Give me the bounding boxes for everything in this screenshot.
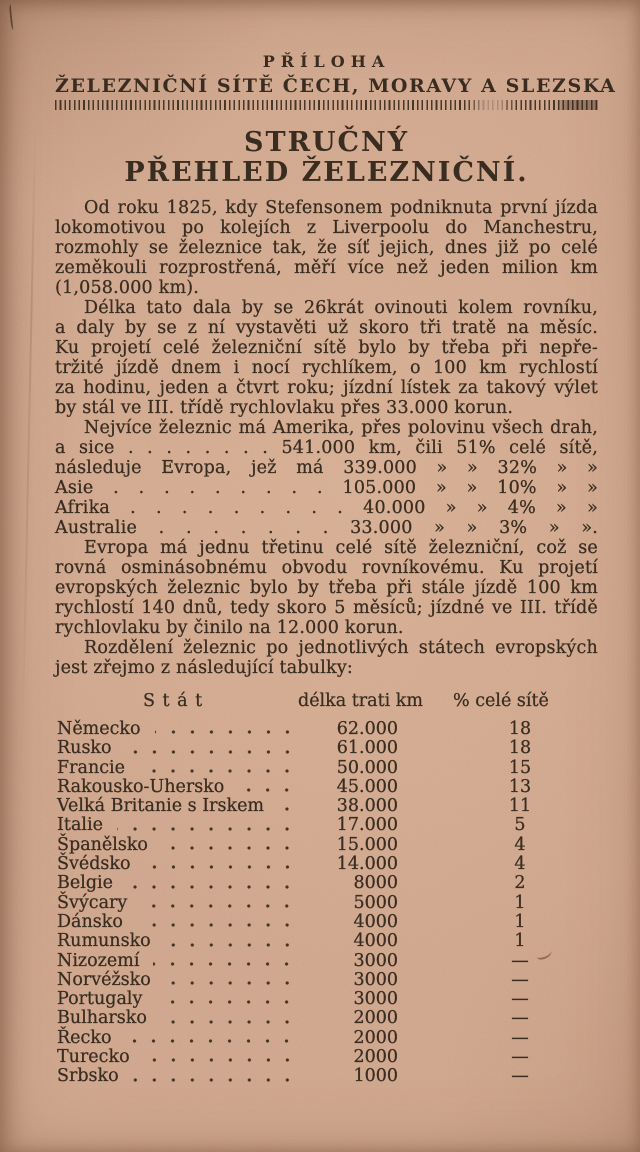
state-name: Rusko — [57, 738, 112, 759]
state-name: Srbsko — [57, 1066, 119, 1087]
state-name: Belgie — [57, 873, 113, 894]
text-line: lokomotivou po kolejích z Liverpoolu do Manchestru, — [55, 218, 598, 238]
network-share-value: — — [511, 989, 529, 1010]
text-line: Australie . . . . . . . 33.000 » » 3% » ». — [55, 518, 598, 538]
table-row — [55, 797, 598, 816]
network-share-value: 4 — [514, 834, 526, 855]
track-length-value: 2000 — [353, 1008, 398, 1029]
track-length-value: 17.000 — [336, 815, 398, 836]
network-share-value: 18 — [508, 719, 532, 739]
network-share-value: 5 — [514, 815, 526, 836]
track-length-value: 8000 — [353, 873, 398, 894]
state-name: Turecko — [57, 1047, 130, 1068]
table-row — [55, 874, 598, 893]
table-row — [55, 1067, 598, 1086]
ink-speck — [9, 4, 17, 30]
text-line: evropských železnic bylo by třeba při stále jízdě 100 km — [55, 578, 598, 598]
ornamental-rule-bars — [55, 100, 598, 110]
text-line: a daly by se z ní vystavěti už skoro tři tratě na měsíc. — [55, 318, 598, 338]
appendix-kicker: PŘÍLOHA — [262, 52, 391, 71]
text-line: (1,058.000 km). — [55, 278, 200, 298]
dot-leader — [238, 787, 304, 793]
state-name: Rakousko-Uhersko — [57, 776, 225, 797]
state-name: Italie — [57, 815, 103, 836]
text-line: a sice . . . . . . . . 541.000 km, čili 51% celé sítě, — [55, 438, 598, 458]
dot-leader — [161, 1019, 304, 1025]
table-row — [55, 836, 598, 855]
text-line: za hodinu, jeden a čtvrt roku; jízdní lístek za takový výlet — [55, 378, 598, 398]
text-line: rychlovlaku by činilo na 12.000 korun. — [55, 618, 404, 638]
network-share-value: 1 — [514, 892, 526, 913]
dot-leader — [162, 845, 304, 851]
track-length-value: 3000 — [353, 989, 398, 1010]
track-length-value: 3000 — [353, 950, 398, 971]
network-share-value: 13 — [508, 776, 532, 797]
track-length-value: 5000 — [353, 892, 398, 913]
state-name: Nizozemí — [57, 950, 140, 971]
column-header-length: délka trati km — [298, 691, 423, 711]
text-line: rozmohly se železnice tak, že síť jejich, dnes již po celé — [55, 238, 598, 258]
dot-leader — [125, 1038, 304, 1044]
table-row — [55, 1029, 598, 1048]
dot-leader — [278, 806, 304, 812]
table-row — [55, 720, 598, 739]
paragraph — [55, 198, 598, 298]
table-header-row — [55, 690, 598, 714]
paragraphs-container — [55, 198, 598, 678]
page-header — [55, 52, 617, 188]
text-line: Rozdělení železnic po jednotlivých státech evropských — [84, 638, 598, 658]
dot-leader — [156, 999, 304, 1005]
table-row — [55, 990, 598, 1009]
track-length-value: 4000 — [353, 911, 398, 932]
table-row — [55, 894, 598, 913]
track-length-value: 61.000 — [336, 738, 398, 759]
track-length-value: 3000 — [353, 969, 398, 990]
dot-leader — [165, 942, 304, 948]
text-line: Délka tato dala by se 26krát ovinouti kolem rovníku, — [84, 298, 598, 318]
text-line: jest zřejmo z následující tabulky: — [55, 658, 354, 678]
dot-leader — [153, 961, 304, 967]
network-share-value: 4 — [514, 854, 526, 875]
network-share-value: 1 — [514, 911, 526, 932]
text-line: rovná osminásobnému obvodu rovníkovému. Ku projetí — [55, 558, 598, 578]
text-line: následuje Evropa, jež má 339.000 » » 32% » » — [55, 458, 598, 478]
railway-statistics-table — [55, 690, 598, 1087]
table-row — [55, 1009, 598, 1028]
text-line: Nejvíce železnic má Amerika, přes polovinu všech drah, — [84, 418, 598, 438]
article-body — [55, 198, 598, 1087]
track-length-value: 4000 — [353, 931, 398, 952]
paragraph — [55, 418, 598, 538]
column-header-share: % celé sítě — [453, 691, 549, 711]
state-name: Švédsko — [57, 854, 131, 875]
state-name: Portugaly — [57, 989, 143, 1010]
state-name: Řecko — [57, 1027, 112, 1048]
track-length-value: 1000 — [353, 1066, 398, 1087]
text-line: Od roku 1825, kdy Stefensonem podniknuta první jízda — [84, 198, 598, 218]
table-row — [55, 759, 598, 778]
network-share-value: — — [511, 1047, 529, 1068]
track-length-value: 50.000 — [336, 757, 398, 778]
paragraph — [55, 298, 598, 418]
appendix-subtitle: ŽELEZNIČNÍ SÍTĚ ČECH, MORAVY A SLEZSKA — [55, 75, 617, 97]
text-line: Asie . . . . . . . . . 105.000 » » 10% » » — [55, 478, 598, 498]
paper-crease — [22, 120, 37, 740]
dot-leader — [144, 1057, 304, 1063]
table-row — [55, 739, 598, 758]
state-name: Francie — [57, 757, 125, 778]
text-line: Afrika . . . . . . . . . 40.000 » » 4% » » — [55, 498, 598, 518]
paragraph — [55, 638, 598, 678]
dot-leader — [141, 903, 304, 909]
table-row — [55, 971, 598, 990]
page-title-line2: PŘEHLED ŽELEZNIČNÍ. — [124, 157, 529, 188]
text-line: tržité jízdě dnem i nocí rychlíkem, o 100 km rychlostí — [55, 358, 598, 378]
network-share-value: 15 — [508, 757, 532, 778]
network-share-value: — — [511, 950, 529, 971]
network-share-value: — — [511, 1027, 529, 1048]
state-name: Rumunsko — [57, 931, 151, 952]
page-content — [55, 0, 617, 1087]
text-line: by stál ve III. třídě rychlovlaku přes 33.000 korun. — [55, 398, 514, 418]
network-share-value: 18 — [508, 738, 532, 759]
network-share-value: — — [511, 1008, 529, 1029]
table-row — [55, 855, 598, 874]
state-name: Velká Britanie s Irskem — [57, 796, 265, 817]
track-length-value: 2000 — [353, 1047, 398, 1068]
text-line: rychlostí 140 dnů, tedy skoro 5 měsíců; jízdné ve III. třídě — [55, 598, 598, 618]
state-name: Německo — [57, 719, 141, 739]
table-body — [55, 720, 598, 1087]
track-length-value: 62.000 — [336, 719, 398, 739]
text-line: zeměkouli rozprostřená, měří více než jeden milion km — [55, 258, 598, 278]
network-share-value: 11 — [508, 796, 532, 817]
track-length-value: 14.000 — [336, 854, 398, 875]
table-row — [55, 952, 598, 971]
state-name: Bulharsko — [57, 1008, 147, 1029]
table-row — [55, 816, 598, 835]
column-header-state: S t á t — [143, 691, 204, 711]
track-length-value: 45.000 — [336, 776, 398, 797]
dot-leader — [139, 768, 304, 774]
state-name: Dánsko — [57, 911, 123, 932]
network-share-value: 2 — [514, 873, 526, 894]
state-name: Norvéžsko — [57, 969, 151, 990]
table-row — [55, 778, 598, 797]
page-title-line1: STRUČNÝ — [243, 127, 410, 158]
dot-leader — [117, 826, 304, 832]
dot-leader — [126, 749, 304, 755]
dot-leader — [145, 864, 304, 870]
state-name: Španělsko — [57, 834, 148, 855]
dot-leader — [127, 884, 304, 890]
paragraph — [55, 538, 598, 638]
page-title — [55, 128, 598, 188]
track-length-value: 15.000 — [336, 834, 398, 855]
track-length-value: 38.000 — [336, 796, 398, 817]
text-line: Ku projetí celé železniční sítě bylo by třeba při nepře- — [55, 338, 598, 358]
dot-leader — [155, 729, 304, 735]
table-row — [55, 932, 598, 951]
track-length-value: 2000 — [353, 1027, 398, 1048]
dot-leader — [133, 1077, 304, 1083]
network-share-value: — — [511, 1066, 529, 1087]
text-line: Evropa má jednu třetinu celé sítě železniční, což se — [84, 538, 598, 558]
dot-leader — [137, 922, 304, 928]
dot-leader — [165, 980, 304, 986]
network-share-value: — — [511, 969, 529, 990]
table-row — [55, 913, 598, 932]
state-name: Švýcary — [57, 892, 128, 913]
table-row — [55, 1048, 598, 1067]
network-share-value: 1 — [514, 931, 526, 952]
